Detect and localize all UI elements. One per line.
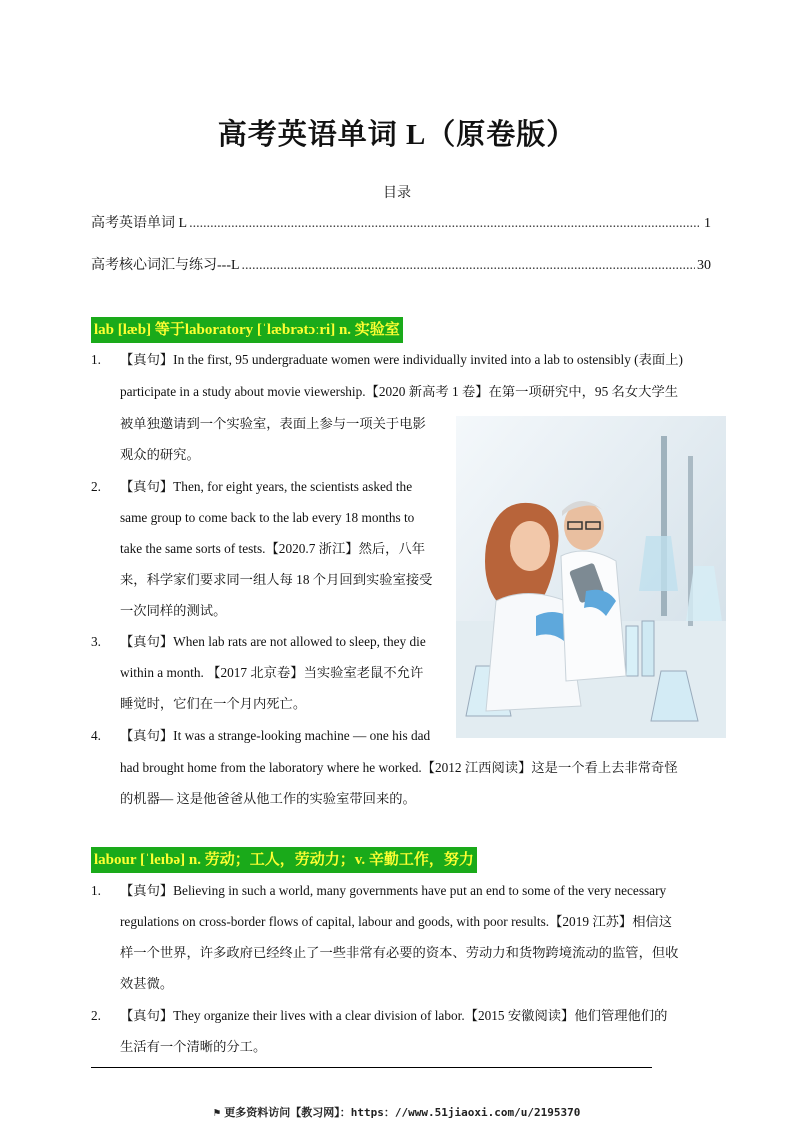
toc-leader-dots — [189, 216, 699, 232]
example-number: 2. — [91, 1008, 101, 1023]
example-line: 【真句】Then, for eight years, the scientists asked the — [120, 479, 413, 494]
example-number: 1. — [91, 352, 101, 367]
example-line: within a month. 【2017 北京卷】当实验室老鼠不允许 — [120, 665, 424, 680]
example-number: 2. — [91, 479, 101, 494]
example-line: regulations on cross-border flows of capital, labour and goods, with poor results.【2019 江苏】相信这 — [120, 914, 673, 929]
lab-photo — [456, 416, 726, 738]
footer-link[interactable]: 更多资料访问【教习网】：https：//www.51jiaoxi.com/u/2195370 — [224, 1106, 581, 1119]
example-line: 效甚微。 — [120, 976, 174, 991]
toc-entry-page: 30 — [697, 258, 711, 273]
example-line: same group to come back to the lab every 18 months to — [120, 510, 415, 525]
word-heading: labour [ˈleɪbə] n. 劳动；工人，劳动力；v. 辛勤工作，努力 — [91, 847, 477, 873]
example-line: 【真句】When lab rats are not allowed to sleep, they die — [120, 634, 426, 649]
flag-icon: ⚑ — [213, 1106, 221, 1119]
example-line: 被单独邀请到一个实验室，表面上参与一项关于电影 — [120, 416, 426, 431]
example-line: 【真句】In the first, 95 undergraduate women were individually invited into a lab to ostensibly (表面上) — [120, 352, 683, 367]
example-line: 【真句】Believing in such a world, many governments have put an end to some of the very necessary — [120, 883, 667, 898]
toc-entry-page: 1 — [704, 216, 711, 231]
toc-leader-dots — [242, 258, 695, 274]
example-number: 4. — [91, 728, 101, 743]
example-line: 来，科学家们要求同一组人每 18 个月回到实验室接受 — [120, 572, 433, 587]
footer-divider — [91, 1067, 652, 1068]
example-line: 的机器— 这是他爸爸从他工作的实验室带回来的。 — [120, 791, 416, 806]
footer[interactable] — [0, 1104, 794, 1120]
example-line: participate in a study about movie viewership.【2020 新高考 1 卷】在第一项研究中，95 名女大学生 — [120, 384, 679, 399]
example-number: 1. — [91, 883, 101, 898]
example-line: 【真句】It was a strange-looking machine — one his dad — [120, 728, 431, 743]
example-line: 【真句】They organize their lives with a clear division of labor.【2015 安徽阅读】他们管理他们的 — [120, 1008, 668, 1023]
example-line: 睡觉时，它们在一个月内死亡。 — [120, 696, 307, 711]
example-line: 一次同样的测试。 — [120, 603, 227, 618]
example-line: take the same sorts of tests.【2020.7 浙江】然后，八年 — [120, 541, 426, 556]
example-line: 样一个世界，许多政府已经终止了一些非常有必要的资本、劳动力和货物跨境流动的监管，但收 — [120, 945, 679, 960]
toc-entry-label: 高考核心词汇与练习---L — [91, 258, 240, 273]
example-line: had brought home from the laboratory where he worked.【2012 江西阅读】这是一个看上去非常奇怪 — [120, 760, 678, 775]
toc-entry-label: 高考英语单词 L — [91, 216, 188, 231]
toc-entry[interactable] — [91, 254, 711, 274]
page-title: 高考英语单词 L（原卷版） — [217, 119, 577, 151]
example-line: 生活有一个清晰的分工。 — [120, 1039, 267, 1054]
example-number: 3. — [91, 634, 101, 649]
toc-entry[interactable] — [91, 212, 711, 232]
example-line: 观众的研究。 — [120, 447, 200, 462]
toc-heading: 目录 — [383, 186, 411, 201]
word-heading: lab [læb] 等于laboratory [ˈlæbrətɔːri] n. 实验室 — [91, 317, 403, 343]
